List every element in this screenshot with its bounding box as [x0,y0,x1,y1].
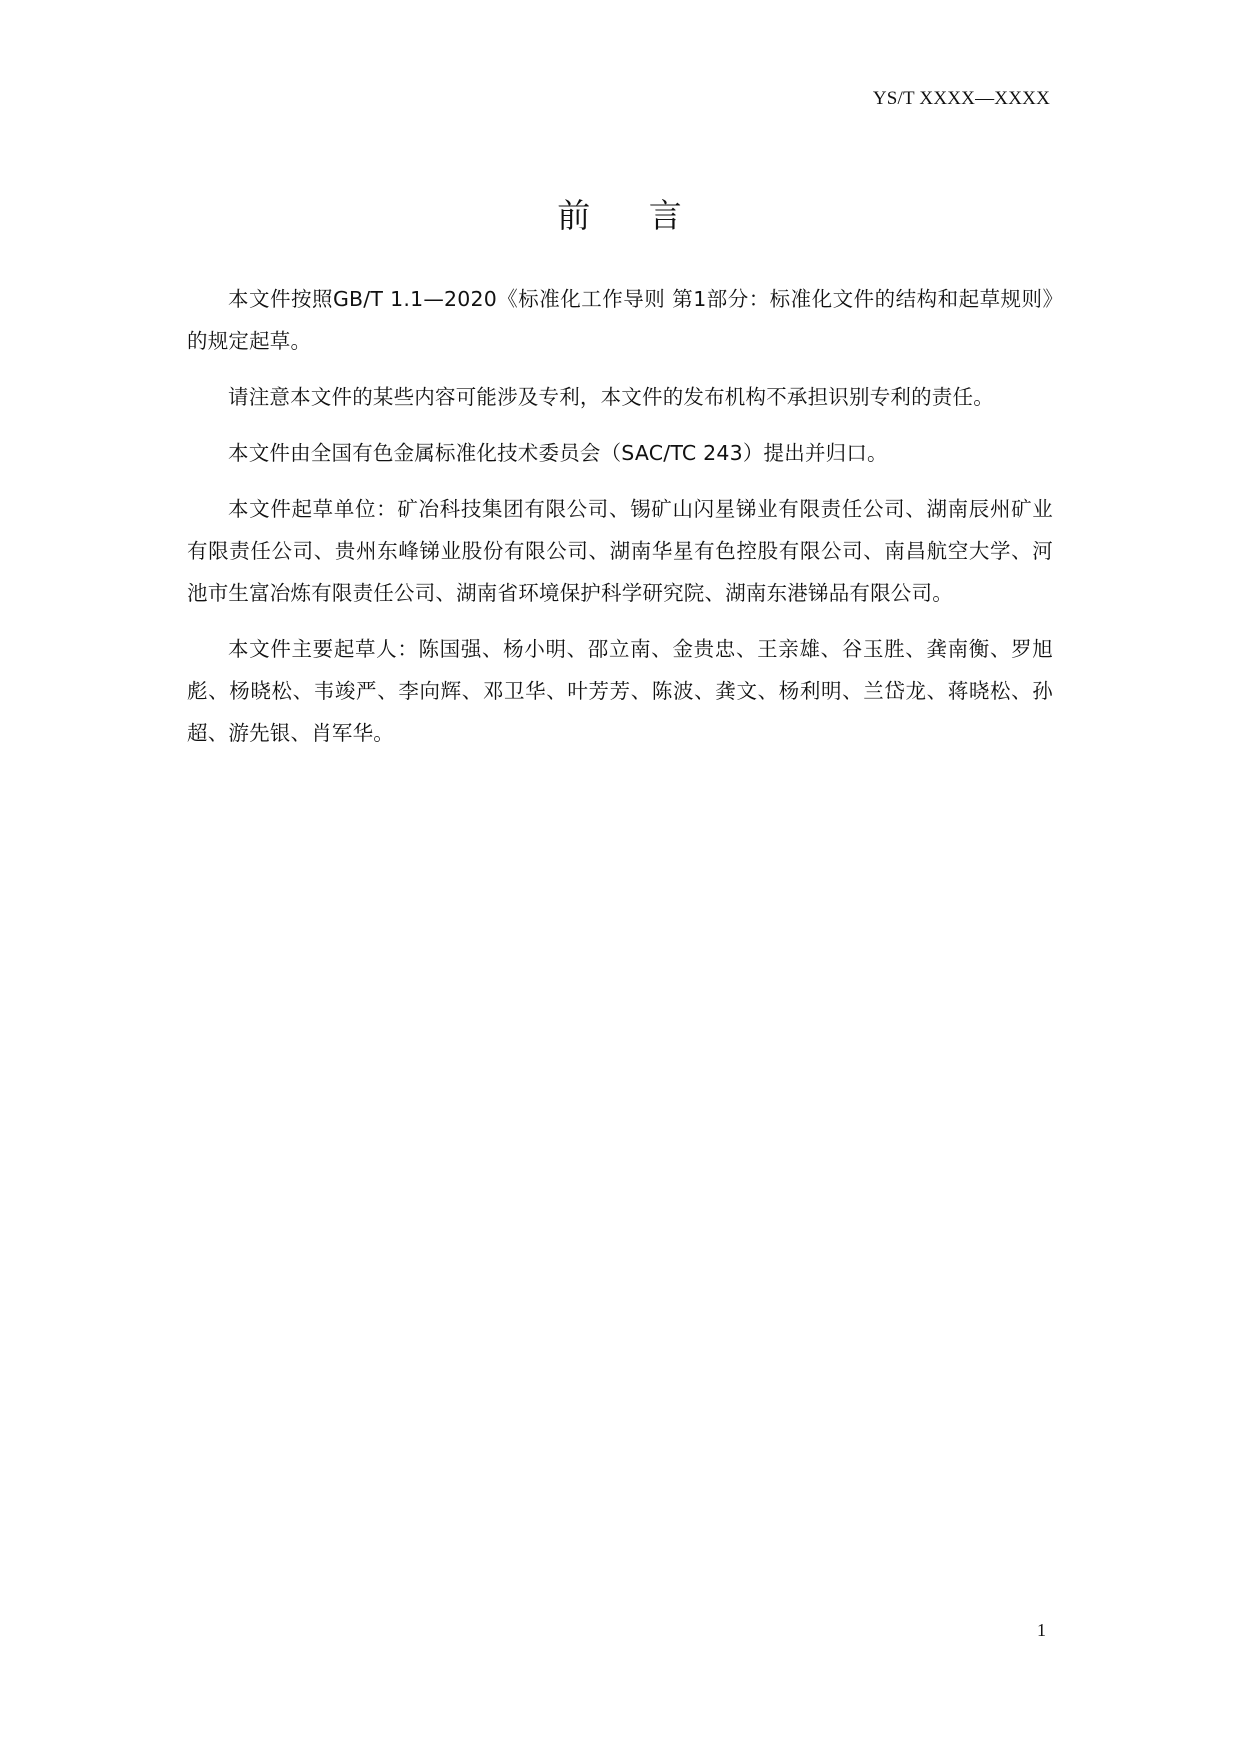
paragraph-drafting-basis: 本文件按照GB/T 1.1—2020《标准化工作导则 第1部分：标准化文件的结构和起草规则》的规定起草。 [187,287,1053,353]
paragraph-patent-notice: 请注意本文件的某些内容可能涉及专利，本文件的发布机构不承担识别专利的责任。 [228,385,994,409]
foreword-body [187,278,1053,768]
paragraph-drafting-units: 本文件起草单位：矿冶科技集团有限公司、锡矿山闪星锑业有限责任公司、湖南辰州矿业有限责任公司、贵州东峰锑业股份有限公司、湖南华星有色控股有限公司、南昌航空大学、河池市生富冶炼有限责任公司、湖南省环境保护科学研究院、湖南东港锑品有限公司。 [187,497,1053,605]
paragraph-main-drafters: 本文件主要起草人：陈国强、杨小明、邵立南、金贵忠、王亲雄、谷玉胜、龚南衡、罗旭彪、杨晓松、韦竣严、李向辉、邓卫华、叶芳芳、陈波、龚文、杨利明、兰岱龙、蒋晓松、孙超、游先银、肖军华。 [187,637,1053,745]
standard-code: YS/T XXXX—XXXX [872,88,1050,109]
paragraph-proposing-body: 本文件由全国有色金属标准化技术委员会（SAC/TC 243）提出并归口。 [228,441,888,465]
document-title: 前 言 [557,196,683,235]
page-number: 1 [1037,1620,1046,1640]
